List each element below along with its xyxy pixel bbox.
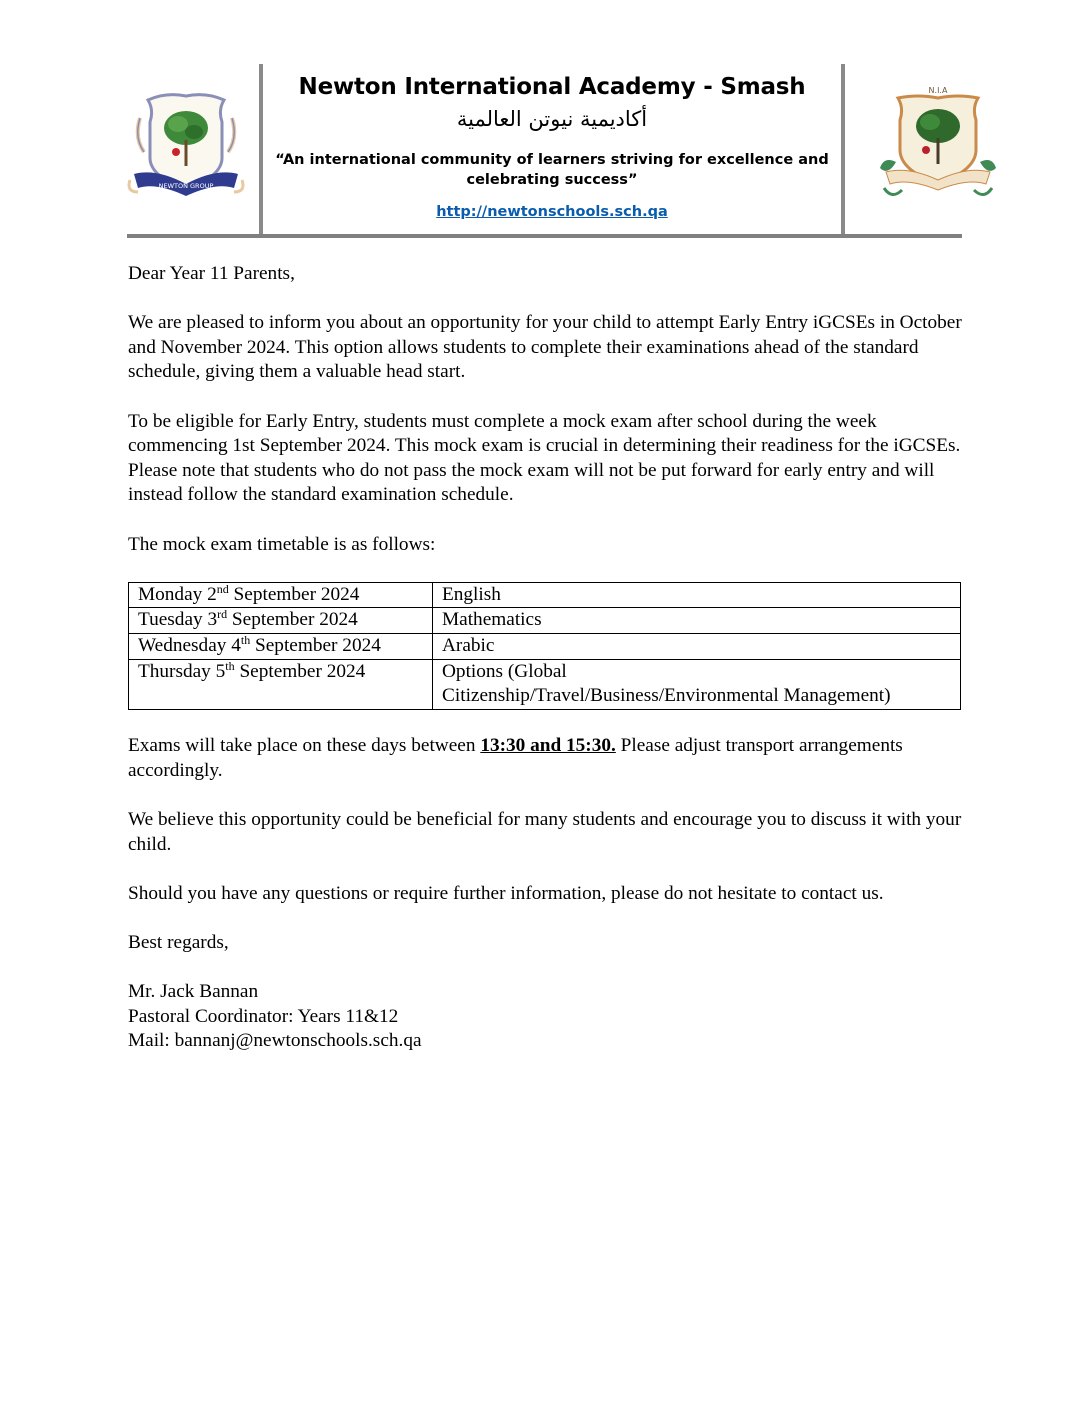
exam-subject: English: [433, 582, 961, 608]
salutation: Dear Year 11 Parents,: [128, 263, 295, 284]
closing: Best regards,: [128, 932, 229, 954]
school-motto: “An international community of learners striving for excellence and celebrating success”: [275, 152, 829, 188]
newton-group-crest-icon: [126, 88, 246, 208]
mock-exam-timetable: [128, 582, 961, 710]
letter-body: [128, 262, 963, 1054]
exam-date: Thursday 5th September 2024: [129, 659, 433, 709]
exam-time-range: 13:30 and 15:30.: [480, 735, 616, 757]
svg-text:N.I.A: N.I.A: [928, 86, 948, 95]
school-name: Newton International Academy - Smash: [298, 74, 806, 100]
svg-text:NEWTON GROUP: NEWTON GROUP: [158, 182, 214, 190]
signature-mail: Mail: bannanj@newtonschools.sch.qa: [128, 1030, 422, 1052]
paragraph-exam-times: Exams will take place on these days between 13:30 and 15:30. Please adjust transport arrangements accordingly.: [128, 735, 903, 781]
timetable-intro: The mock exam timetable is as follows:: [128, 533, 436, 555]
header-center: [266, 68, 838, 220]
header-bottom-rule: [127, 234, 962, 238]
paragraph-contact: Should you have any questions or require further information, please do not hesitate to contact us.: [128, 882, 884, 904]
table-row: [129, 582, 961, 608]
table-row: [129, 608, 961, 634]
table-row: [129, 633, 961, 659]
signature-title: Pastoral Coordinator: Years 11&12: [128, 1005, 399, 1027]
exam-subject: Mathematics: [433, 608, 961, 634]
paragraph-intro: We are pleased to inform you about an opportunity for your child to attempt Early Entry iGCSEs in October and November 2024. This option allows students to complete their examinations ahead of the standard schedule, giving them a valuable head start.: [128, 312, 962, 383]
school-website-link[interactable]: http://newtonschools.sch.qa: [436, 204, 668, 220]
signature-block: [128, 980, 963, 1054]
signature-name: Mr. Jack Bannan: [128, 981, 259, 1003]
paragraph-encourage: We believe this opportunity could be beneficial for many students and encourage you to discuss it with your child.: [128, 809, 962, 855]
header-left-divider: [259, 64, 263, 236]
exam-date: Monday 2nd September 2024: [129, 582, 433, 608]
header-right-divider: [841, 64, 845, 236]
paragraph-eligibility: To be eligible for Early Entry, students must complete a mock exam after school during the week commencing 1st September 2024. This mock exam is crucial in determining their readiness for the iGCSEs. Please note that students who do not pass the mock exam will not be put forward for early entry and will instead follow the standard examination schedule.: [128, 410, 961, 506]
exam-subject: Arabic: [433, 633, 961, 659]
exam-date: Wednesday 4th September 2024: [129, 633, 433, 659]
exam-date: Tuesday 3rd September 2024: [129, 608, 433, 634]
school-name-arabic: أكاديمية نيوتن العالمية: [456, 107, 648, 131]
nia-crest-icon: [878, 84, 998, 204]
exam-subject: Options (Global Citizenship/Travel/Business/Environmental Management): [433, 659, 961, 709]
table-row: [129, 659, 961, 709]
